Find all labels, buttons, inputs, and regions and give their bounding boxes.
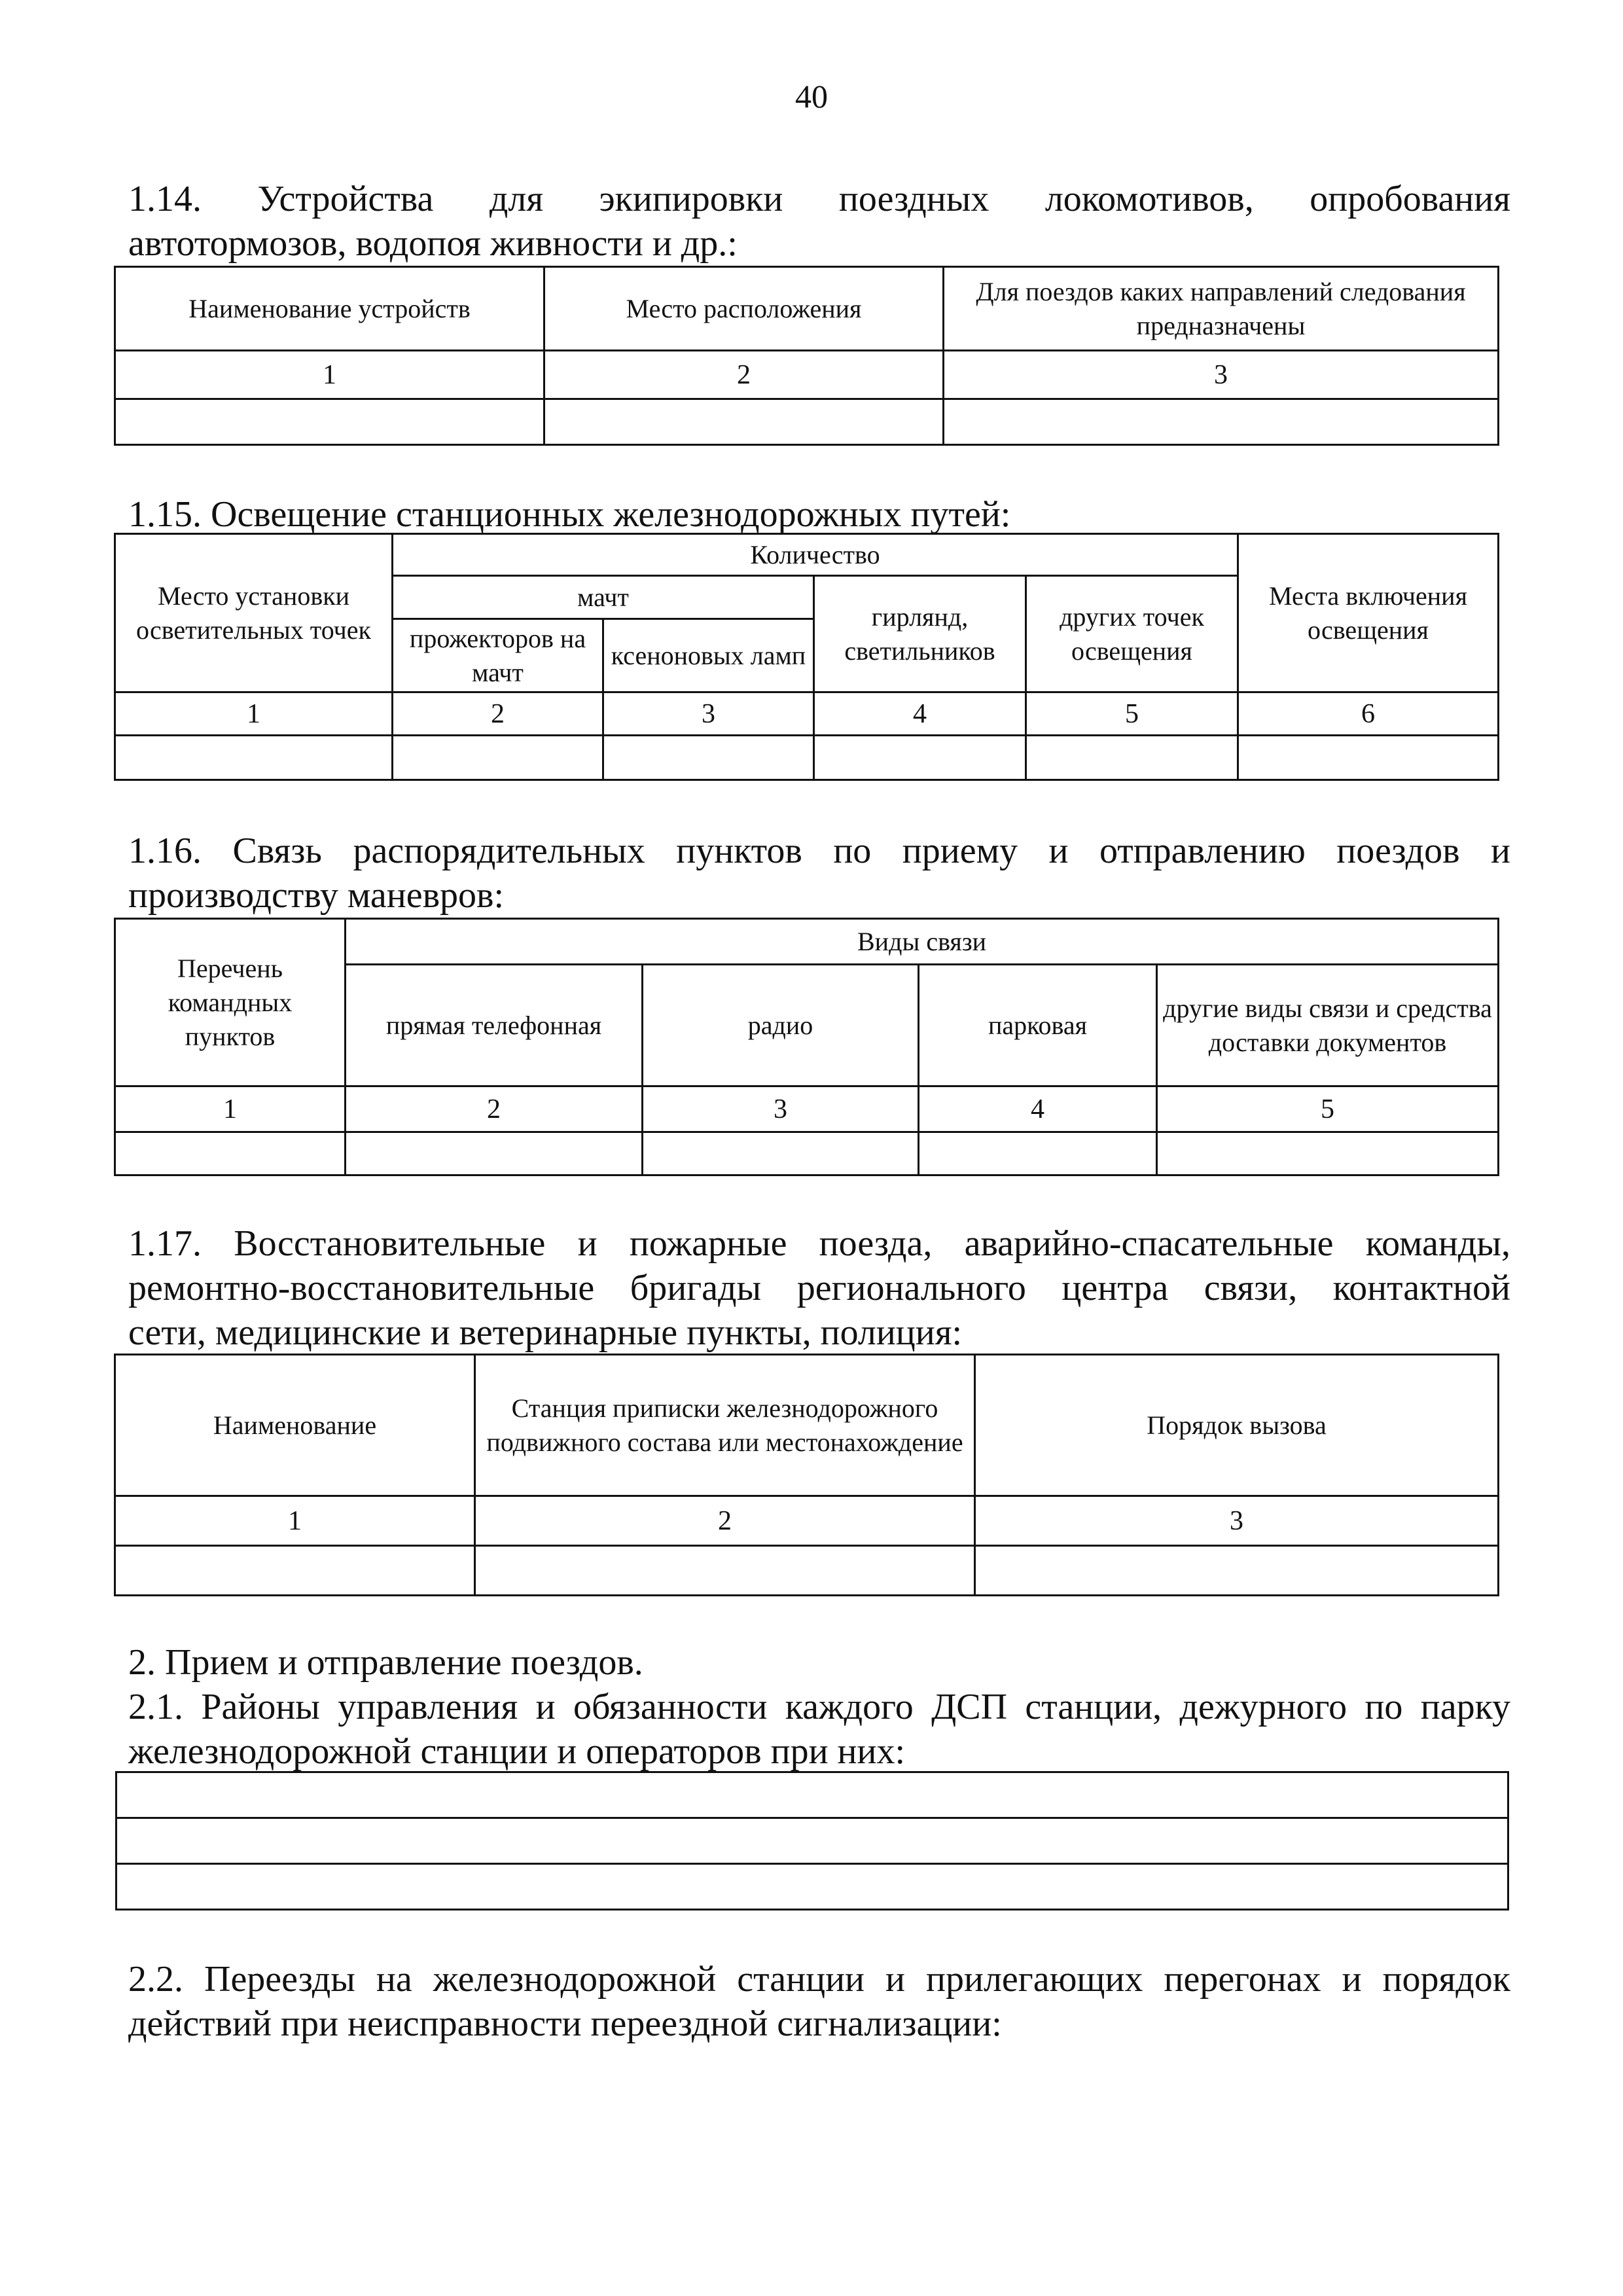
column-number: 1 bbox=[115, 1496, 475, 1546]
empty-row bbox=[116, 1864, 1508, 1910]
column-number: 6 bbox=[1238, 692, 1499, 736]
empty-cell bbox=[814, 736, 1026, 780]
header-name: Наименование bbox=[115, 1355, 475, 1496]
header-communication-types: Виды связи bbox=[346, 919, 1499, 965]
section-1-17-title-line2: ремонтно-восстановительные бригады регионального центра связи, контактной bbox=[128, 1268, 1510, 1308]
column-number: 2 bbox=[393, 692, 603, 736]
empty-cell bbox=[475, 1546, 975, 1596]
header-quantity: Количество bbox=[393, 534, 1238, 576]
table-1-15 bbox=[114, 533, 1499, 781]
header-direct-phone: прямая телефонная bbox=[346, 965, 643, 1086]
table-2-1 bbox=[115, 1771, 1509, 1910]
header-place: Место установки осветительных точек bbox=[115, 534, 393, 692]
empty-cell bbox=[975, 1546, 1499, 1596]
column-number: 5 bbox=[1026, 692, 1238, 736]
empty-cell bbox=[346, 1132, 643, 1175]
empty-cell bbox=[544, 399, 944, 445]
header-call-procedure: Порядок вызова bbox=[975, 1355, 1499, 1496]
header-projectors: прожекторов на мачт bbox=[393, 619, 603, 692]
empty-cell bbox=[1238, 736, 1499, 780]
empty-cell bbox=[643, 1132, 919, 1175]
header-other-communication: другие виды связи и средства доставки документов bbox=[1157, 965, 1499, 1086]
section-1-16-title-line1: 1.16. Связь распорядительных пунктов по приему и отправлению поездов и bbox=[128, 831, 1510, 871]
empty-cell bbox=[603, 736, 814, 780]
header-garlands: гирлянд, светильников bbox=[814, 576, 1026, 692]
section-2-2-title-line2: действий при неисправности переездной сигнализации: bbox=[128, 2003, 1002, 2044]
column-number: 2 bbox=[346, 1086, 643, 1132]
section-1-17-title-line1: 1.17. Восстановительные и пожарные поезда, аварийно-спасательные команды, bbox=[128, 1223, 1510, 1264]
column-number: 4 bbox=[919, 1086, 1157, 1132]
header-masts: мачт bbox=[393, 576, 814, 619]
header-other-points: других точек освещения bbox=[1026, 576, 1238, 692]
header-radio: радио bbox=[643, 965, 919, 1086]
empty-cell bbox=[393, 736, 603, 780]
header-train-directions: Для поездов каких направлений следования предназначены bbox=[944, 267, 1499, 351]
section-2-title: 2. Прием и отправление поездов. bbox=[128, 1642, 643, 1683]
column-number: 3 bbox=[643, 1086, 919, 1132]
empty-row bbox=[116, 1772, 1508, 1818]
table-1-17 bbox=[114, 1354, 1499, 1596]
header-station-or-location: Станция приписки железнодорожного подвижного состава или местонахождение bbox=[475, 1355, 975, 1496]
empty-cell bbox=[919, 1132, 1157, 1175]
column-number: 1 bbox=[115, 1086, 346, 1132]
header-command-points: Перечень командных пунктов bbox=[115, 919, 346, 1086]
column-number: 1 bbox=[115, 351, 544, 399]
section-1-15-title: 1.15. Освещение станционных железнодорожных путей: bbox=[128, 494, 1011, 535]
section-2-1-title-line2: железнодорожной станции и операторов при них: bbox=[128, 1731, 906, 1772]
empty-cell bbox=[115, 736, 393, 780]
column-number: 3 bbox=[603, 692, 814, 736]
header-switch-on-places: Места включения освещения bbox=[1238, 534, 1499, 692]
empty-cell bbox=[1026, 736, 1238, 780]
page-number: 40 bbox=[795, 78, 828, 115]
header-xenon-lamps: ксеноновых ламп bbox=[603, 619, 814, 692]
section-1-16-title-line2: производству маневров: bbox=[128, 875, 505, 916]
section-1-14-title-line1: 1.14. Устройства для экипировки поездных локомотивов, опробования bbox=[128, 179, 1510, 219]
column-number: 2 bbox=[544, 351, 944, 399]
section-1-14-title-line2: автотормозов, водопоя живности и др.: bbox=[128, 223, 738, 264]
section-1-17-title-line3: сети, медицинские и ветеринарные пункты, полиция: bbox=[128, 1312, 963, 1353]
header-location: Место расположения bbox=[544, 267, 944, 351]
empty-cell bbox=[115, 1546, 475, 1596]
column-number: 3 bbox=[944, 351, 1499, 399]
header-device-name: Наименование устройств bbox=[115, 267, 544, 351]
column-number: 3 bbox=[975, 1496, 1499, 1546]
column-number: 2 bbox=[475, 1496, 975, 1546]
column-number: 1 bbox=[115, 692, 393, 736]
empty-row bbox=[116, 1818, 1508, 1864]
empty-cell bbox=[944, 399, 1499, 445]
empty-cell bbox=[115, 1132, 346, 1175]
column-number: 5 bbox=[1157, 1086, 1499, 1132]
table-1-16 bbox=[114, 918, 1499, 1176]
header-park: парковая bbox=[919, 965, 1157, 1086]
empty-cell bbox=[1157, 1132, 1499, 1175]
empty-cell bbox=[115, 399, 544, 445]
section-2-1-title-line1: 2.1. Районы управления и обязанности каждого ДСП станции, дежурного по парку bbox=[128, 1687, 1510, 1727]
section-2-2-title-line1: 2.2. Переезды на железнодорожной станции и прилегающих перегонах и порядок bbox=[128, 1959, 1510, 2000]
column-number: 4 bbox=[814, 692, 1026, 736]
table-1-14 bbox=[114, 266, 1499, 446]
